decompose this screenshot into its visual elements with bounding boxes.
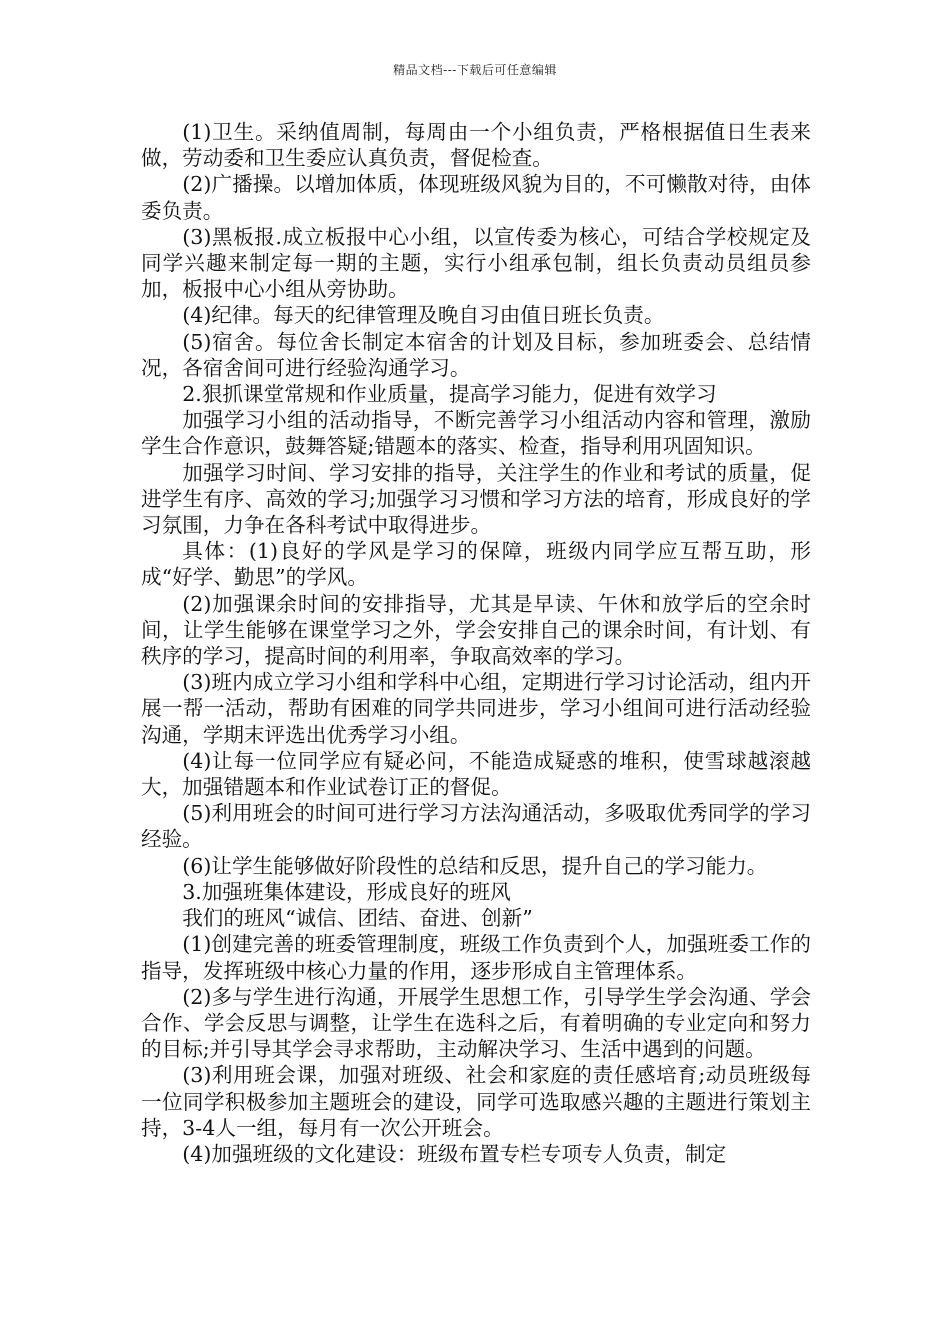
paragraph-culture: (4)加强班级的文化建设：班级布置专栏专项专人负责，制定	[182, 1141, 727, 1166]
paragraph-study-groups: 加强学习小组的活动指导，不断完善学习小组活动内容和管理，激励学生合作意识，鼓舞答疑;错题本的落实、检查，指导利用巩固知识。	[141, 408, 811, 459]
paragraph-discipline: (4)纪律。每天的纪律管理及晚自习由值日班长负责。	[182, 303, 665, 328]
section-heading-2: 2.狠抓课堂常规和作业质量，提高学习能力，促进有效学习	[182, 382, 717, 407]
paragraph-specific-6: (6)让学生能够做好阶段性的总结和反思，提升自己的学习能力。	[182, 853, 768, 878]
paragraph-committee: (1)创建完善的班委管理制度，班级工作负责到个人，加强班委工作的指导，发挥班级中核心力量的作用，逐步形成自主管理体系。	[141, 932, 811, 983]
paragraph-study-time: 加强学习时间、学习安排的指导，关注学生的作业和考试的质量，促进学生有序、高效的学习;加强学习习惯和学习方法的培育，形成良好的学习氛围，力争在各科考试中取得进步。	[141, 460, 811, 538]
paragraph-specific-3: (3)班内成立学习小组和学科中心组，定期进行学习讨论活动，组内开展一帮一活动，帮助有困难的同学共同进步，学习小组间可进行活动经验沟通，学期末评选出优秀学习小组。	[141, 670, 811, 747]
document-body	[141, 119, 811, 1167]
section-heading-3: 3.加强班集体建设，形成良好的班风	[182, 879, 511, 904]
paragraph-specific-1: 具体：(1)良好的学风是学习的保障，班级内同学应互帮互助，形成“好学、勤思”的学风。	[141, 539, 811, 590]
paragraph-class-motto: 我们的班风“诚信、团结、奋进、创新”	[182, 906, 533, 931]
paragraph-specific-5: (5)利用班会的时间可进行学习方法沟通活动，多吸取优秀同学的学习经验。	[141, 801, 811, 852]
paragraph-specific-2: (2)加强课余时间的安排指导，尤其是早读、午休和放学后的空余时间，让学生能够在课堂学习之外，学会安排自己的课余时间，有计划、有秩序的学习，提高时间的利用率，争取高效率的学习。	[141, 591, 811, 669]
paragraph-specific-4: (4)让每一位同学应有疑必问，不能造成疑惑的堆积，使雪球越滚越大，加强错题本和作业试卷订正的督促。	[141, 748, 811, 800]
paragraph-dormitory: (5)宿舍。每位舍长制定本宿舍的计划及目标，参加班委会、总结情况，各宿舍间可进行经验沟通学习。	[141, 329, 811, 380]
paragraph-class-meeting: (3)利用班会课，加强对班级、社会和家庭的责任感培育;动员班级每一位同学积极参加主题班会的建设，同学可选取感兴趣的主题进行策划主持，3-4人一组，每月有一次公开班会。	[141, 1063, 811, 1140]
paragraph-broadcast-exercise: (2)广播操。以增加体质，体现班级风貌为目的，不可懒散对待，由体委负责。	[141, 172, 811, 223]
paragraph-blackboard: (3)黑板报.成立板报中心小组，以宣传委为核心，可结合学校规定及同学兴趣来制定每一期的主题，实行小组承包制，组长负责动员组员参加，板报中心小组从旁协助。	[141, 224, 811, 302]
paragraph-hygiene: (1)卫生。采纳值周制，每周由一个小组负责，严格根据值日生表来做，劳动委和卫生委应认真负责，督促检查。	[141, 120, 811, 171]
paragraph-communication: (2)多与学生进行沟通，开展学生思想工作，引导学生学会沟通、学会合作、学会反思与调整，让学生在选科之后，有着明确的专业定向和努力的目标;并引导其学会寻求帮助，主动解决学习、生活中遇到的问题。	[141, 984, 811, 1062]
page-header: 精品文档---下载后可任意编辑	[393, 63, 557, 77]
